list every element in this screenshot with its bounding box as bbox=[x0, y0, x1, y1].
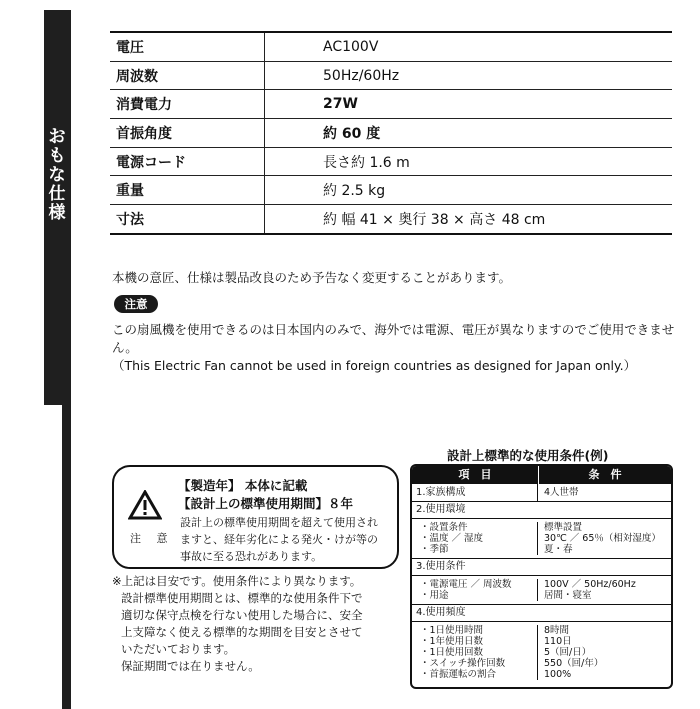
conditions-table bbox=[410, 464, 673, 689]
caution-text bbox=[112, 321, 682, 375]
usage-row bbox=[412, 576, 671, 605]
spec-key: 首振角度 bbox=[110, 119, 265, 148]
spec-key: 寸法 bbox=[110, 205, 265, 234]
footnote-line: 設計標準使用期間とは、標準的な使用条件下で bbox=[121, 591, 363, 605]
spec-value: 27W bbox=[265, 90, 673, 119]
footnote-line: ※上記は目安です。使用条件により異なります。 bbox=[112, 574, 362, 588]
footnote-line: 上支障なく使える標準的な期間を目安とさせて bbox=[121, 625, 363, 639]
section-title: 4.使用頻度 bbox=[412, 605, 671, 622]
values: 100V ／ 50Hz/60Hz 居間・寝室 bbox=[544, 579, 636, 601]
conditions-header bbox=[412, 466, 671, 484]
items: ・設置条件 ・温度 ／ 湿度 ・季節 bbox=[412, 522, 538, 555]
spec-row bbox=[110, 176, 672, 205]
section-title: お も な 仕 様 bbox=[48, 127, 66, 223]
values: 8時間 110日 5（回/日） 550（回/年） 100% bbox=[544, 625, 604, 680]
spec-key: 電圧 bbox=[110, 32, 265, 61]
spec-value: 約 幅 41 × 奥行 38 × 高さ 48 cm bbox=[265, 205, 673, 234]
spec-value: 約 60 度 bbox=[265, 119, 673, 148]
footnote-line: 適切な保守点検を行ない使用した場合に、安全 bbox=[121, 608, 363, 622]
items: ・1日使用時間 ・1年使用日数 ・1日使用回数 ・スイッチ操作回数 ・首振運転の割合 bbox=[412, 625, 538, 680]
spec-key: 周波数 bbox=[110, 61, 265, 90]
spec-key: 電源コード bbox=[110, 147, 265, 176]
conditions-title: 設計上標準的な使用条件(例) bbox=[447, 448, 609, 463]
footnote-line: いただいております。 bbox=[121, 642, 236, 656]
values: 標準設置 30℃ ／ 65％（相対湿度） 夏・春 bbox=[544, 522, 661, 555]
section-title: 1.家族構成 bbox=[412, 484, 538, 501]
items: ・電源電圧 ／ 周波数 ・用途 bbox=[412, 579, 538, 601]
caution-jp: この扇風機を使用できるのは日本国内のみで、海外では電源、電圧が異なりますのでご使用できません。 bbox=[112, 322, 675, 355]
spec-key: 重量 bbox=[110, 176, 265, 205]
notice-text: 本機の意匠、仕様は製品改良のため予告なく変更することがあります。 bbox=[112, 270, 512, 285]
spec-key: 消費電力 bbox=[110, 90, 265, 119]
spec-row bbox=[110, 119, 672, 148]
caution-en: （This Electric Fan cannot be used in foreign countries as designed for Japan only.） bbox=[112, 358, 637, 373]
spec-value: 長さ約 1.6 m bbox=[265, 147, 673, 176]
spec-row bbox=[110, 61, 672, 90]
spec-row bbox=[110, 147, 672, 176]
warning-triangle-icon bbox=[128, 490, 162, 520]
spec-row bbox=[110, 32, 672, 61]
warning-icon-label: 注 意 bbox=[130, 532, 174, 545]
header-item: 項 目 bbox=[458, 468, 492, 481]
standard-period: 【設計上の標準使用期間】８年 bbox=[178, 496, 354, 511]
environment-row bbox=[412, 519, 671, 559]
section-title: 3.使用条件 bbox=[412, 559, 671, 576]
spec-value: 50Hz/60Hz bbox=[265, 61, 673, 90]
section-value: 4人世帯 bbox=[544, 487, 579, 498]
caution-badge: 注意 bbox=[114, 295, 158, 313]
footnote-line: 保証期間では在りません。 bbox=[121, 659, 260, 673]
section-title: 2.使用環境 bbox=[412, 502, 671, 519]
spec-value: 約 2.5 kg bbox=[265, 176, 673, 205]
spec-value: AC100V bbox=[265, 32, 673, 61]
spec-row bbox=[110, 205, 672, 234]
spec-row bbox=[110, 90, 672, 119]
manufacture-year: 【製造年】 本体に記載 bbox=[178, 478, 308, 493]
frequency-row bbox=[412, 622, 671, 683]
side-rail bbox=[62, 405, 71, 709]
warning-body: 設計上の標準使用期間を超えて使用されますと、経年劣化による発火・けが等の事故に至る恐れがあります。 bbox=[180, 516, 378, 563]
family-row bbox=[412, 484, 671, 502]
header-condition: 条 件 bbox=[538, 466, 671, 484]
spec-table bbox=[110, 31, 672, 235]
footnote bbox=[112, 573, 402, 675]
